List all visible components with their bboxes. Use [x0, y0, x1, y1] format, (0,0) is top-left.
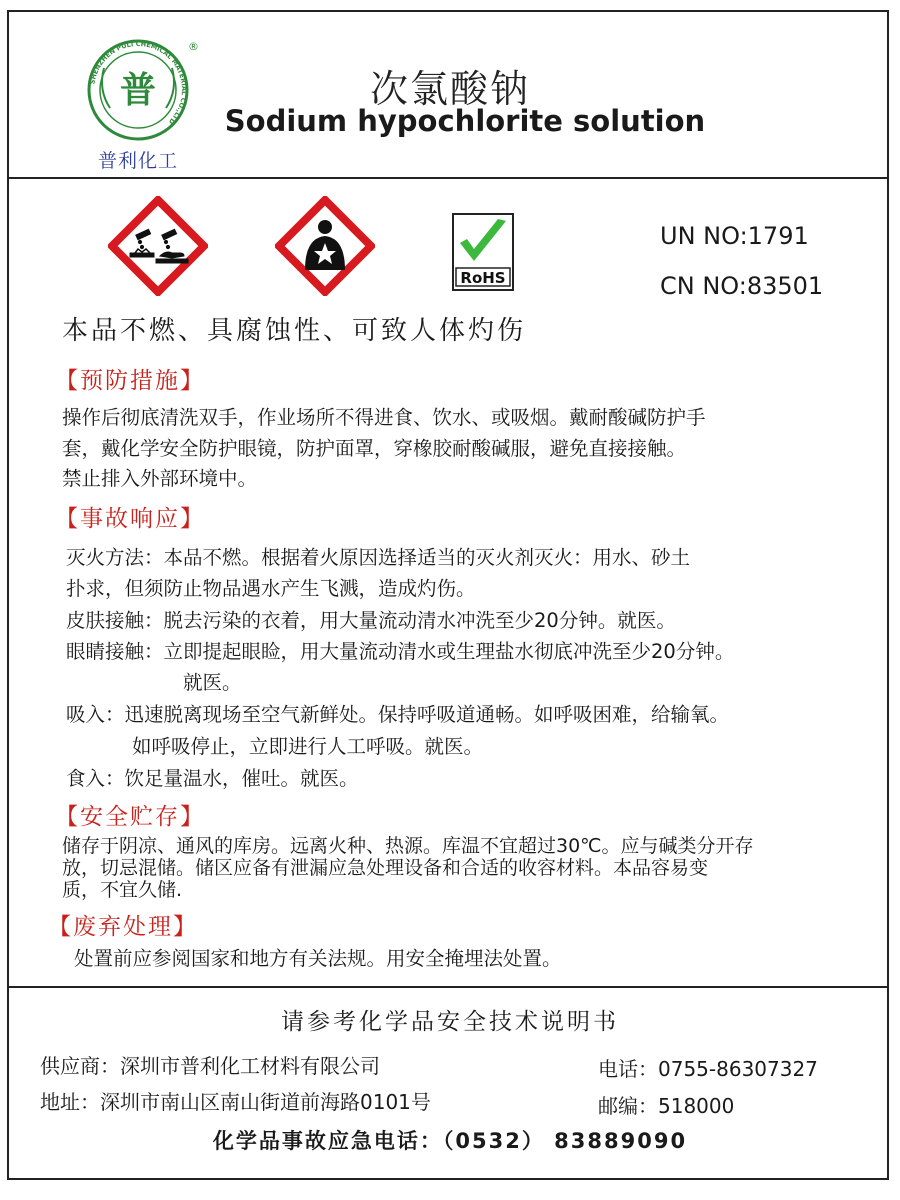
- un-number: UN NO:1791: [660, 222, 809, 250]
- response-line: 如呼吸停止，立即进行人工呼吸。就医。: [132, 735, 484, 758]
- brand-name: 普利化工: [97, 150, 178, 172]
- response-line: 扑求，但须防止物品遇水产生飞溅，造成灼伤。: [66, 577, 476, 600]
- registered-mark: ®: [188, 40, 199, 53]
- response-line: 食入：饮足量温水，催吐。就医。: [66, 767, 359, 790]
- cn-number: CN NO:83501: [660, 272, 824, 300]
- sds-reference: 请参考化学品安全技术说明书: [281, 1009, 619, 1035]
- storage-line: 质，不宜久储.: [62, 879, 183, 901]
- response-line: 眼睛接触：立即提起眼睑，用大量流动清水或生理盐水彻底冲洗至少20分钟。: [66, 640, 735, 663]
- product-title-cn: 次氯酸钠: [369, 67, 530, 111]
- phone: 电话：0755-86307327: [598, 1057, 818, 1081]
- storage-line: 放，切忌混储。储区应备有泄漏应急处理设备和合适的收容材料。本品容易变: [62, 857, 709, 879]
- logo-ring-text: SHENZHEN PULI CHEMICAL MATERIAL CO.,LTD: [88, 39, 189, 126]
- section-title-storage: 【安全贮存】: [55, 804, 205, 830]
- disposal-text: 处置前应参阅国家和地方有关法规。用安全掩埋法处置。: [74, 947, 562, 970]
- response-line: 吸入：迅速脱离现场至空气新鲜处。保持呼吸道通畅。如呼吸困难，给输氧。: [66, 703, 730, 726]
- emergency-phone: 化学品事故应急电话：（0532） 83889090: [212, 1129, 688, 1153]
- rohs-label: RoHS: [460, 269, 506, 287]
- response-line: 灭火方法：本品不燃。根据着火原因选择适当的灭火剂灭火：用水、砂土: [66, 546, 691, 569]
- health-hazard-pictogram: [275, 196, 375, 296]
- response-line: 就医。: [183, 671, 242, 694]
- header-divider: [7, 177, 889, 179]
- section-title-prevention: 【预防措施】: [55, 368, 205, 394]
- footer-divider: [7, 986, 889, 988]
- response-line: 皮肤接触：脱去污染的衣着，用大量流动清水冲洗至少20分钟。就医。: [66, 609, 676, 632]
- prevention-line: 禁止排入外部环境中。: [62, 467, 258, 490]
- product-title-en: Sodium hypochlorite solution: [224, 104, 706, 138]
- prevention-line: 操作后彻底清洗双手，作业场所不得进食、饮水、或吸烟。戴耐酸碱防护手: [62, 406, 706, 429]
- logo-mark: 普: [119, 70, 157, 111]
- supplier: 供应商：深圳市普利化工材料有限公司: [40, 1054, 380, 1078]
- section-title-response: 【事故响应】: [55, 506, 205, 532]
- storage-line: 储存于阴凉、通风的库房。远离火种、热源。库温不宜超过30℃。应与碱类分开存: [62, 835, 754, 857]
- rohs-badge: [452, 213, 514, 291]
- hazard-summary: 本品不燃、具腐蚀性、可致人体灼伤: [62, 316, 527, 346]
- section-title-disposal: 【废弃处理】: [48, 914, 198, 940]
- corrosion-pictogram: [108, 196, 208, 296]
- prevention-line: 套，戴化学安全防护眼镜，防护面罩，穿橡胶耐酸碱服，避免直接接触。: [62, 437, 687, 460]
- address: 地址：深圳市南山区南山街道前海路0101号: [40, 1090, 431, 1114]
- postcode: 邮编：518000: [598, 1094, 735, 1118]
